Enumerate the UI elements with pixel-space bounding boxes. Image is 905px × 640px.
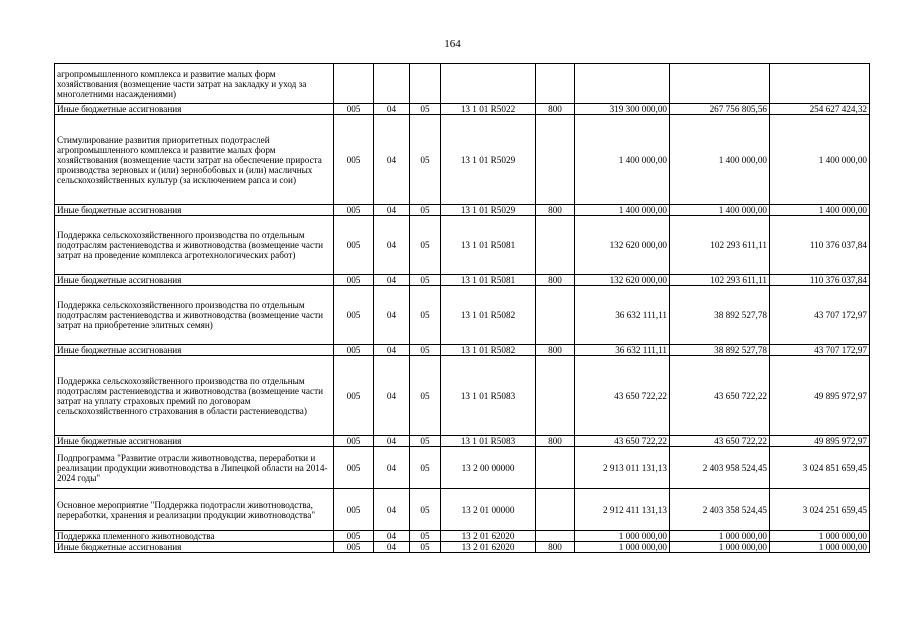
row-name: Поддержка сельскохозяйственного производства по отдельным подотраслям растениеводства и животноводства (возмещение части затрат на проведение комплекса агротехнологических работ) (55, 216, 334, 275)
table-row (55, 275, 870, 286)
row-name: Поддержка племенного животноводства (55, 531, 334, 542)
row-pr: 05 (410, 275, 441, 286)
row-vr (536, 489, 575, 531)
row-rz: 04 (374, 205, 410, 216)
row-vr: 800 (536, 436, 575, 447)
row-gr: 005 (334, 356, 374, 436)
row-csr: 13 1 01 R5022 (441, 104, 536, 115)
row-vr (536, 531, 575, 542)
row-sum-3: 43 707 172,97 (770, 345, 870, 356)
row-csr (441, 64, 536, 104)
row-gr: 005 (334, 275, 374, 286)
table-row (55, 216, 870, 275)
row-pr: 05 (410, 542, 441, 553)
table-row (55, 489, 870, 531)
row-gr: 005 (334, 115, 374, 205)
row-rz: 04 (374, 286, 410, 345)
row-gr: 005 (334, 531, 374, 542)
row-pr: 05 (410, 447, 441, 489)
row-pr: 05 (410, 436, 441, 447)
table-row (55, 64, 870, 104)
table-row (55, 542, 870, 553)
row-sum-3: 49 895 972,97 (770, 356, 870, 436)
row-sum-2: 267 756 805,56 (670, 104, 770, 115)
row-sum-2: 1 400 000,00 (670, 115, 770, 205)
row-pr: 05 (410, 205, 441, 216)
row-vr: 800 (536, 205, 575, 216)
row-csr: 13 2 01 62020 (441, 531, 536, 542)
row-rz: 04 (374, 115, 410, 205)
row-sum-1: 2 912 411 131,13 (575, 489, 670, 531)
row-pr: 05 (410, 216, 441, 275)
table-row (55, 115, 870, 205)
row-rz: 04 (374, 104, 410, 115)
row-name: Основное мероприятие "Поддержка подотрасли животноводства, переработки, хранения и реализации продукции животноводства" (55, 489, 334, 531)
row-sum-1: 43 650 722,22 (575, 356, 670, 436)
row-rz: 04 (374, 531, 410, 542)
row-sum-1: 36 632 111,11 (575, 345, 670, 356)
row-sum-2: 43 650 722,22 (670, 436, 770, 447)
row-vr (536, 64, 575, 104)
row-sum-3: 110 376 037,84 (770, 216, 870, 275)
row-sum-3: 1 400 000,00 (770, 115, 870, 205)
budget-table-body (55, 64, 870, 553)
row-sum-1: 43 650 722,22 (575, 436, 670, 447)
row-rz (374, 64, 410, 104)
row-gr: 005 (334, 447, 374, 489)
row-gr: 005 (334, 345, 374, 356)
budget-table (54, 63, 870, 553)
row-sum-2: 2 403 358 524,45 (670, 489, 770, 531)
row-name: Поддержка сельскохозяйственного производства по отдельным подотраслям растениеводства и животноводства (возмещение части затрат на уплату страховых премий по договорам сельскохозяйственного страхования в области растениеводства) (55, 356, 334, 436)
row-csr: 13 1 01 R5081 (441, 216, 536, 275)
row-gr: 005 (334, 436, 374, 447)
row-sum-3: 49 895 972,97 (770, 436, 870, 447)
row-vr (536, 216, 575, 275)
row-name: Иные бюджетные ассигнования (55, 542, 334, 553)
row-sum-1: 1 400 000,00 (575, 205, 670, 216)
row-gr: 005 (334, 286, 374, 345)
row-sum-2: 2 403 958 524,45 (670, 447, 770, 489)
row-csr: 13 1 01 R5081 (441, 275, 536, 286)
row-sum-2: 1 000 000,00 (670, 531, 770, 542)
row-name: Иные бюджетные ассигнования (55, 205, 334, 216)
row-sum-3: 1 400 000,00 (770, 205, 870, 216)
row-sum-3: 1 000 000,00 (770, 531, 870, 542)
row-sum-2: 102 293 611,11 (670, 275, 770, 286)
row-gr: 005 (334, 489, 374, 531)
row-sum-1: 36 632 111,11 (575, 286, 670, 345)
row-vr (536, 447, 575, 489)
row-sum-1: 132 620 000,00 (575, 275, 670, 286)
row-name: Поддержка сельскохозяйственного производства по отдельным подотраслям растениеводства и животноводства (возмещение части затрат на приобретение элитных семян) (55, 286, 334, 345)
row-csr: 13 2 01 62020 (441, 542, 536, 553)
row-vr: 800 (536, 275, 575, 286)
table-row (55, 286, 870, 345)
row-vr: 800 (536, 104, 575, 115)
row-sum-2: 38 892 527,78 (670, 345, 770, 356)
row-gr: 005 (334, 104, 374, 115)
row-pr: 05 (410, 531, 441, 542)
row-name: Иные бюджетные ассигнования (55, 345, 334, 356)
row-name: агропромышленного комплекса и развитие малых форм хозяйствования (возмещение части затрат на закладку и уход за многолетними насаждениями) (55, 64, 334, 104)
table-row (55, 205, 870, 216)
row-rz: 04 (374, 542, 410, 553)
row-rz: 04 (374, 436, 410, 447)
row-sum-2: 1 000 000,00 (670, 542, 770, 553)
row-sum-3: 3 024 851 659,45 (770, 447, 870, 489)
row-gr (334, 64, 374, 104)
row-rz: 04 (374, 345, 410, 356)
row-pr: 05 (410, 286, 441, 345)
row-sum-1: 1 000 000,00 (575, 542, 670, 553)
row-name: Стимулирование развития приоритетных подотраслей агропромышленного комплекса и развитие малых форм хозяйствования (возмещение части затрат на обеспечение прироста производства зерновых и (или) зернобобовых и (или) масличных сельскохозяйственных культур (за исключением рапса и сои) (55, 115, 334, 205)
row-gr: 005 (334, 216, 374, 275)
table-row (55, 447, 870, 489)
row-sum-1: 319 300 000,00 (575, 104, 670, 115)
row-name: Подпрограмма "Развитие отрасли животноводства, переработки и реализации продукции животноводства в Липецкой области на 2014-2024 годы" (55, 447, 334, 489)
row-vr (536, 356, 575, 436)
row-sum-1: 2 913 011 131,13 (575, 447, 670, 489)
row-rz: 04 (374, 356, 410, 436)
row-pr: 05 (410, 345, 441, 356)
row-rz: 04 (374, 447, 410, 489)
row-name: Иные бюджетные ассигнования (55, 436, 334, 447)
row-sum-3: 43 707 172,97 (770, 286, 870, 345)
row-sum-2: 1 400 000,00 (670, 205, 770, 216)
row-csr: 13 1 01 R5083 (441, 356, 536, 436)
table-row (55, 104, 870, 115)
row-csr: 13 1 01 R5082 (441, 345, 536, 356)
row-sum-1: 1 000 000,00 (575, 531, 670, 542)
row-csr: 13 2 01 00000 (441, 489, 536, 531)
row-pr (410, 64, 441, 104)
row-gr: 005 (334, 205, 374, 216)
row-rz: 04 (374, 275, 410, 286)
row-sum-1: 1 400 000,00 (575, 115, 670, 205)
row-gr: 005 (334, 542, 374, 553)
row-vr (536, 286, 575, 345)
row-pr: 05 (410, 356, 441, 436)
table-row (55, 356, 870, 436)
page-number: 164 (444, 38, 461, 50)
row-sum-2 (670, 64, 770, 104)
row-pr: 05 (410, 115, 441, 205)
row-csr: 13 2 00 00000 (441, 447, 536, 489)
row-sum-3: 3 024 251 659,45 (770, 489, 870, 531)
row-sum-2: 38 892 527,78 (670, 286, 770, 345)
row-sum-3: 254 627 424,32 (770, 104, 870, 115)
row-csr: 13 1 01 R5029 (441, 115, 536, 205)
row-sum-1: 132 620 000,00 (575, 216, 670, 275)
table-row (55, 345, 870, 356)
row-vr (536, 115, 575, 205)
table-row (55, 531, 870, 542)
row-pr: 05 (410, 104, 441, 115)
row-csr: 13 1 01 R5082 (441, 286, 536, 345)
row-name: Иные бюджетные ассигнования (55, 104, 334, 115)
row-rz: 04 (374, 216, 410, 275)
row-sum-3 (770, 64, 870, 104)
row-vr: 800 (536, 542, 575, 553)
row-pr: 05 (410, 489, 441, 531)
row-sum-2: 102 293 611,11 (670, 216, 770, 275)
row-vr: 800 (536, 345, 575, 356)
table-row (55, 436, 870, 447)
row-csr: 13 1 01 R5029 (441, 205, 536, 216)
row-sum-1 (575, 64, 670, 104)
row-sum-2: 43 650 722,22 (670, 356, 770, 436)
row-sum-3: 1 000 000,00 (770, 542, 870, 553)
row-name: Иные бюджетные ассигнования (55, 275, 334, 286)
row-csr: 13 1 01 R5083 (441, 436, 536, 447)
row-rz: 04 (374, 489, 410, 531)
row-sum-3: 110 376 037,84 (770, 275, 870, 286)
